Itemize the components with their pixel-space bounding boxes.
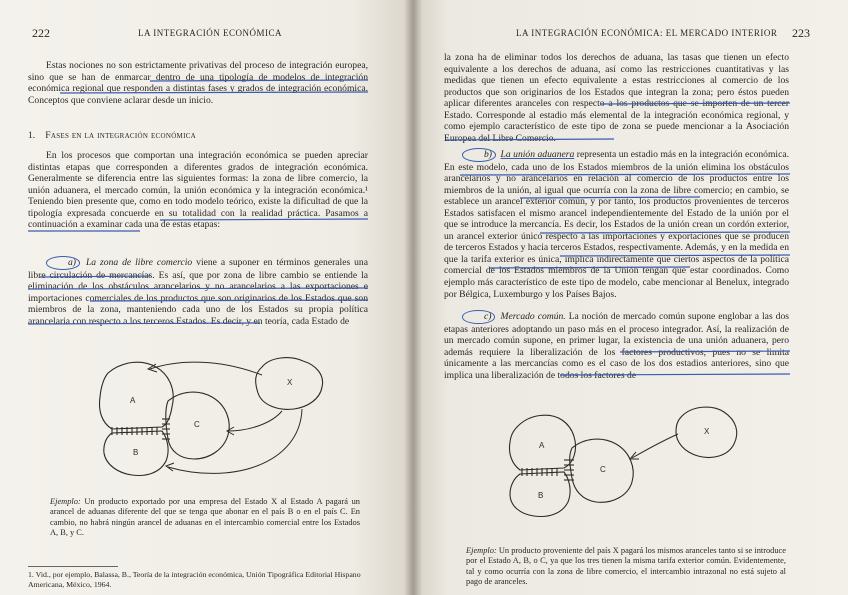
left-page — [0, 0, 414, 595]
label-x: X — [287, 378, 293, 387]
page-number-right: 223 — [792, 26, 810, 40]
left-caption-label: Ejemplo: — [50, 497, 81, 506]
arrowhead-b — [166, 463, 174, 471]
running-head: LA INTEGRACIÓN ECONÓMICA — [138, 28, 282, 38]
union-label-b: B — [538, 491, 544, 500]
item-b-title: La unión aduanera — [500, 149, 575, 160]
intro-text: Estas nociones no son estrictamente privativas del proceso de integración europea, sino que se han de enmarcar dentro de una tipología de modelos de integración económica regional que responden a distintas fases y grados de integración económica. Conceptos que conviene aclarar desde un inicio. — [28, 60, 368, 106]
item-a-paragraph — [28, 256, 368, 327]
left-caption-text: Un producto exportado por una empresa del Estado X al Estado A pagará un arancel de aduanas diferente del que se tenga que abonar en el país B o en el país C. En cambio, no habrá ningún arancel de aduanas en el intercambio comercial entre los Estados A, B, y C. — [50, 497, 360, 538]
left-caption — [50, 497, 360, 539]
footnote-rule — [28, 566, 118, 567]
fases-text: En los procesos que comportan una integración económica se pueden apreciar distintas etapas que corresponden a diferentes grados de integración económica. Generalmente se diferencia entre las siguientes formas: la zona de libre comercio, la unión aduanera, el mercado común, la unión económica y la integración económica.¹ Teniendo bien presente que, como en todo modelo teórico, existe la dificultad de que la tipología expresada concuerde en su totalidad con la realidad práctica. Pasamos a continuación a examinar cada una de estas etapas: — [28, 150, 368, 231]
footnote: 1. Vid., por ejemplo, Balassa, B., Teoría de la integración económica, Unión Tipográfica Editorial Hispano Americana, México, 1964. — [28, 570, 361, 589]
item-c-title: Mercado común. — [500, 311, 566, 322]
running-head-right: LA INTEGRACIÓN ECONÓMICA: EL MERCADO INTERIOR — [516, 28, 778, 38]
item-a-title: La zona de libre comercio — [85, 257, 193, 268]
item-b-paragraph — [444, 148, 789, 300]
zona-continuation-paragraph — [444, 52, 789, 144]
page-number: 222 — [32, 26, 50, 40]
label-c: C — [194, 420, 200, 429]
fases-paragraph — [28, 150, 368, 231]
item-c-paragraph — [444, 310, 789, 381]
section-number: 1. — [28, 130, 36, 141]
union-arrowhead — [630, 452, 639, 459]
book-gutter — [404, 0, 422, 595]
union-label-c: C — [600, 465, 606, 474]
free-trade-zone-diagram — [0, 335, 414, 515]
item-c-text: La noción de mercado común supone englobar a las dos etapas anteriores adoptando un paso más en el proceso integrador. Así, la realización de un mercado común supone, en primer lugar, la existencia de una unión aduanera, pero además requiere la liberalización de los factores productivos, pues no se limita únicamente a las mercancías como es el caso de los dos estadios anteriores, sino que implica una liberalización de todos los factores de — [444, 311, 789, 381]
item-a-text: viene a suponer en términos generales una libre circulación de mercancías. Es así, que por zona de libre cambio se entiende la eliminación de los obstáculos arancelarios y no arancelarios a las exportaciones e importaciones comerciales de los productos que son originarios de los Estados que son miembros de la zona, manteniendo cada uno de los Estados su propia política arancelaria con respecto a los terceros Estados. Es decir, y en teoría, cada Estado de — [28, 257, 368, 327]
section-title: Fases en la integración económica — [45, 130, 197, 141]
union-label-x: X — [704, 427, 710, 436]
arrow-x-to-c — [228, 411, 282, 431]
section-heading — [28, 130, 196, 141]
label-b: B — [133, 448, 139, 457]
customs-union-diagram — [414, 390, 848, 550]
arrow-x-to-b — [168, 409, 302, 473]
intro-paragraph — [28, 60, 368, 106]
item-b-text: representa un estadio más en la integración económica. En este modelo, cada uno de los Estados miembros de la unión elimina los obstáculos arancelarios y no arancelarios en relación al comercio de los productos entre los miembros de la unión, al igual que ocurría con la zona de libre comercio; en cambio, se establece un arancel exterior común, y por tanto, los productos provenientes de terceros Estados satisfacen el mismo arancel independientemente del Estado de la unión por el que se introduce la mercancía. Es decir, los Estados de la unión crean un cordón exterior, un arancel exterior único respecto a las importaciones y exportaciones que se producen de terceros Estados y hacia terceros Estados, respectivamente. Además, y en la medida en que la tarifa exterior es única, implica indirectamente que ciertos aspectos de la política comercial de los Estados miembros de la Unión tengan que estar coordinados. Como ejemplo más característico de este tipo de modelo, cabe mencionar al Benelux, integrado por Bélgica, Luxemburgo y los Países Bajos. — [444, 149, 790, 300]
right-caption-text: Un producto proveniente del país X pagará los mismos aranceles tanto si se introduce por el Estado A, B, o C, ya que los tres tienen la misma tarifa exterior común. Evidentemente, tal y como ocurría con la zona de libre comercio, el intercambio intrazonal no está sujeto al pago de aranceles. — [466, 546, 786, 587]
arrow-x-to-a — [150, 362, 262, 375]
item-c-mark: c) — [462, 310, 495, 324]
right-caption-label: Ejemplo: — [466, 546, 497, 555]
zona-continuation-text: la zona ha de eliminar todos los derechos de aduana, las tasas que tienen un efecto equivalente a los derechos de aduana, así como las restricciones cuantitativas y las medidas que tienen un efecto equivalente a estas restricciones al comercio de los productos que son originarios de los Estados que integran la zona; pero éstos pueden aplicar diferentes aranceles con respecto a los productos que se importen de un tercer Estado. Corresponde al estadio más elemental de la integración económica regional, y como ejemplo característico de este tipo de zona se puede mencionar a la Asociación Europea del Libre Comercio. — [444, 52, 789, 144]
union-label-a: A — [539, 441, 545, 450]
item-b-mark: b) — [462, 148, 496, 162]
right-caption — [466, 546, 786, 588]
label-a: A — [130, 396, 136, 405]
item-a-mark: a) — [46, 256, 80, 270]
union-arrow-x-to-c — [632, 434, 678, 458]
right-page — [414, 0, 848, 595]
